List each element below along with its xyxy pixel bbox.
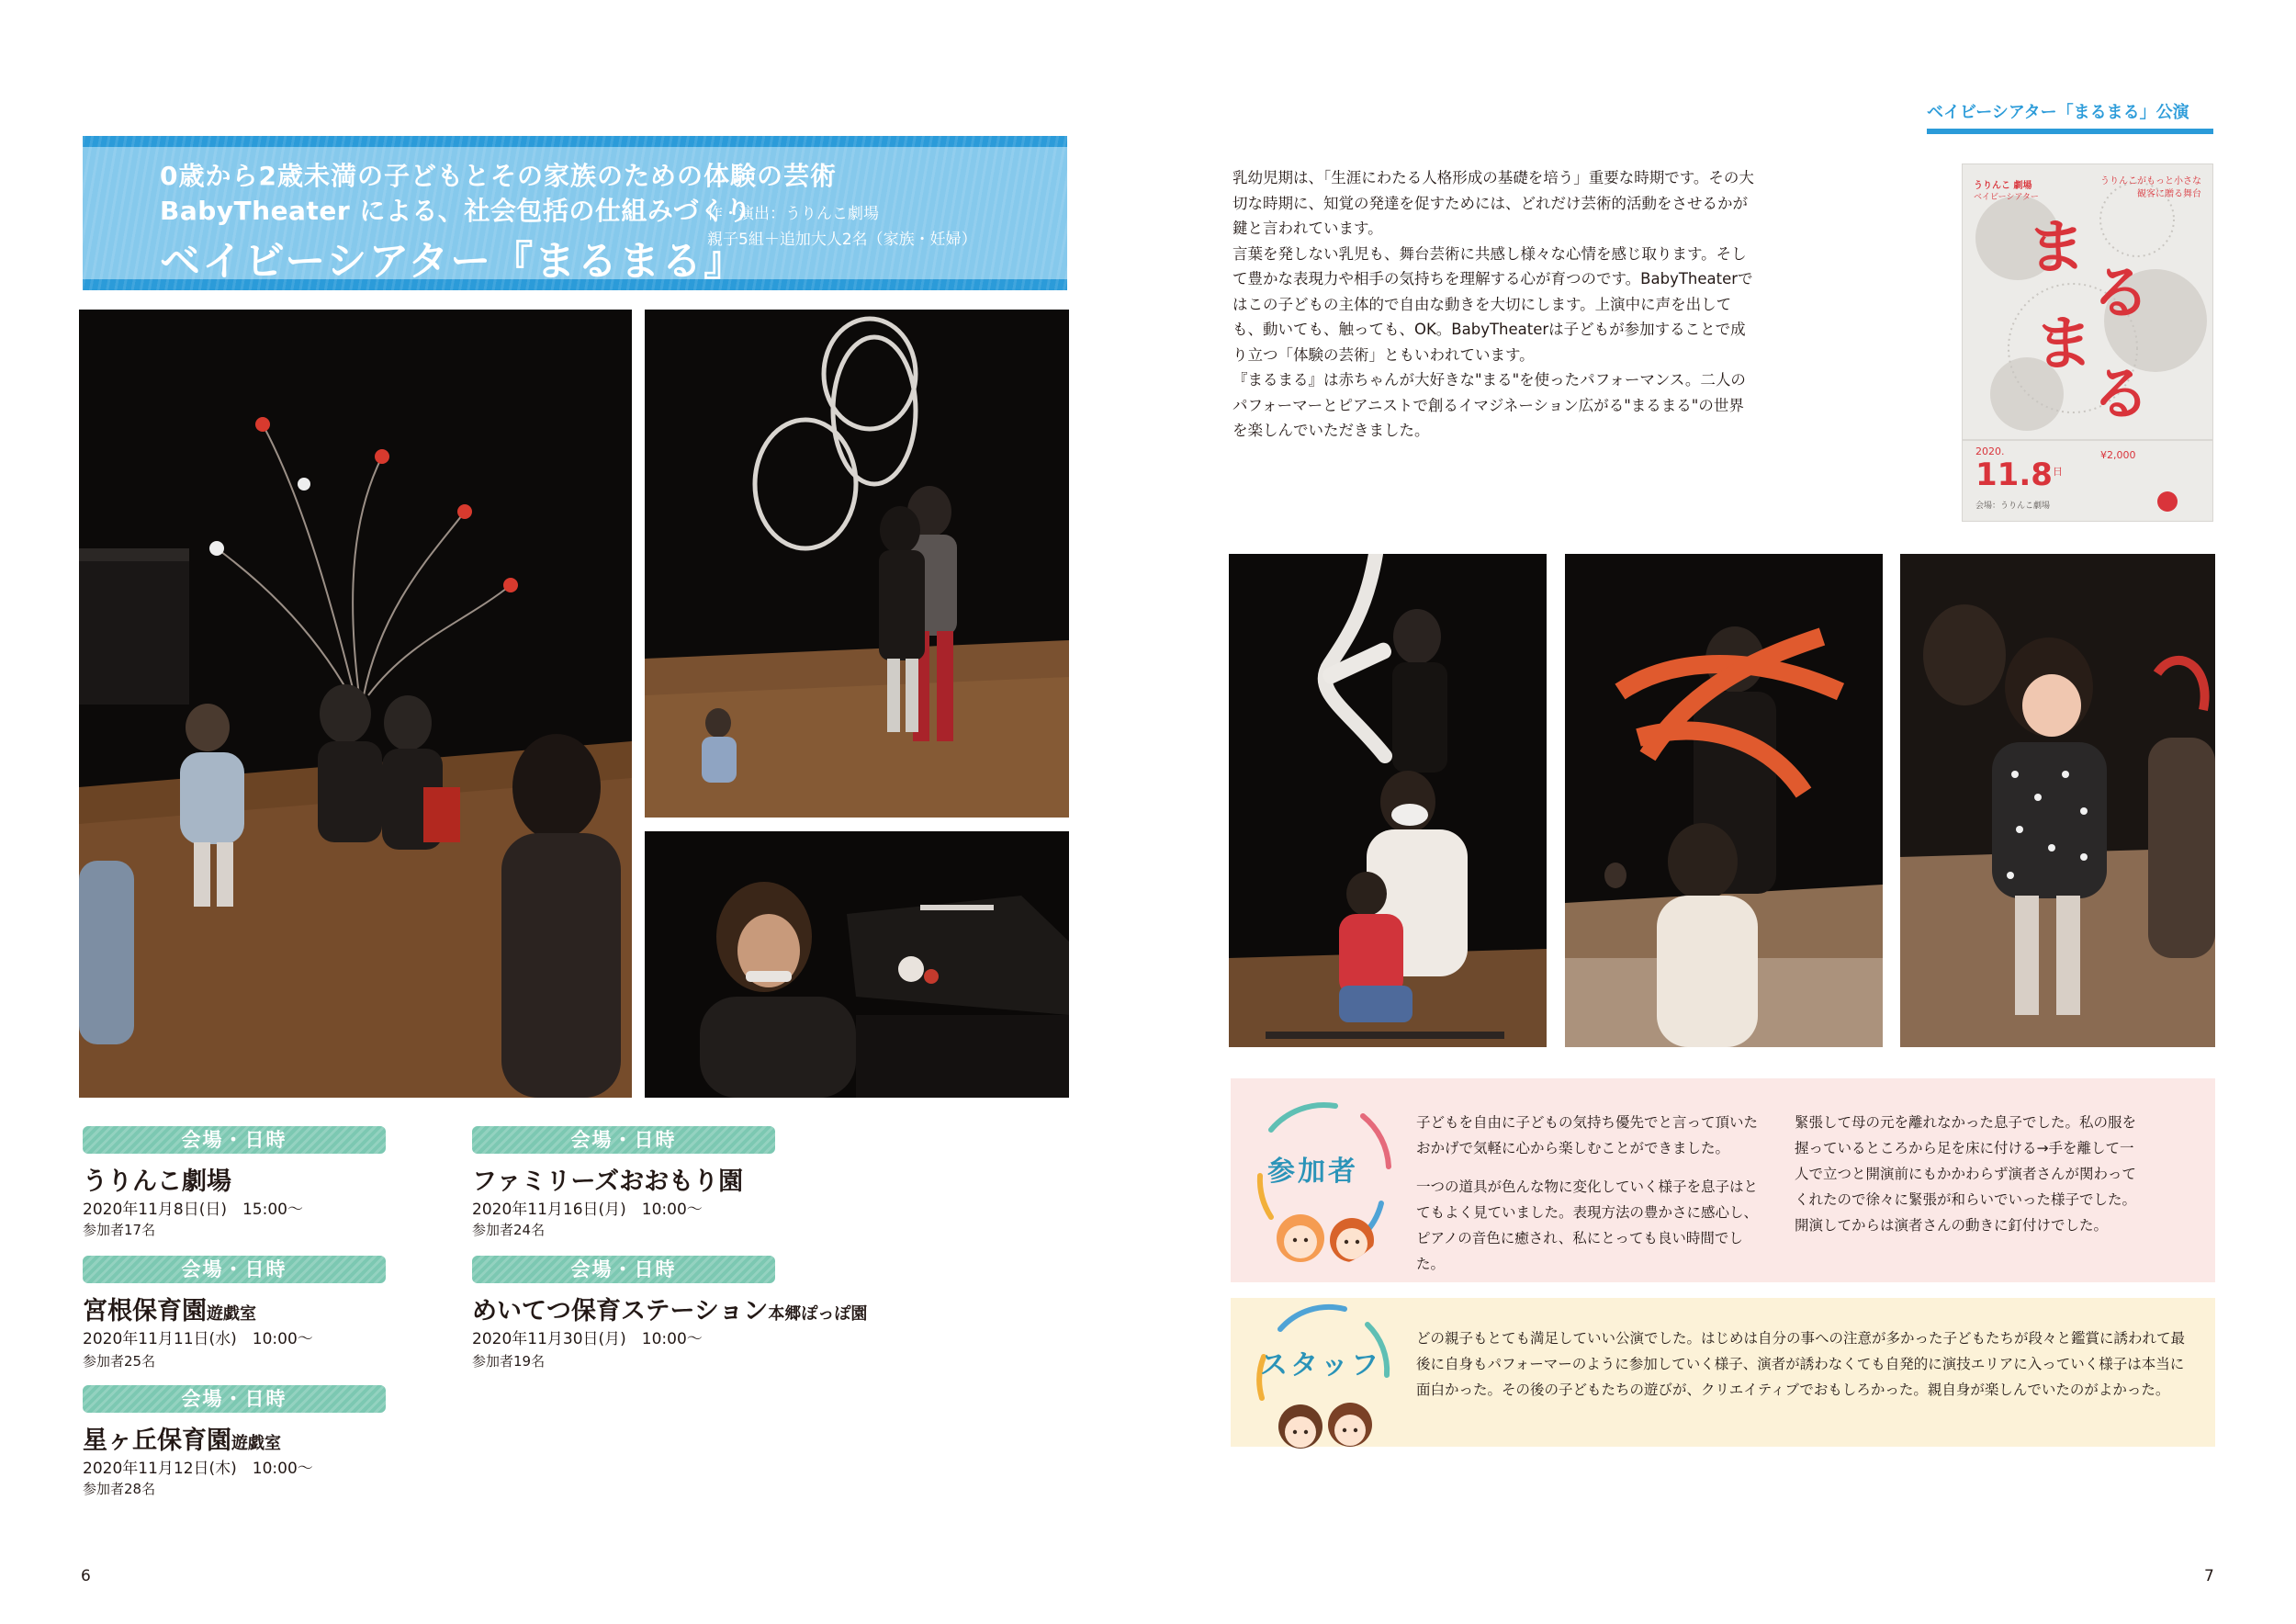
venue-name: めいてつ保育ステーション本郷ぽっぽ園 xyxy=(472,1297,868,1325)
flyer-weekday: 日 xyxy=(2053,466,2063,478)
venue-participants: 参加者25名 xyxy=(83,1353,156,1370)
running-head: ベイビーシアター「まるまる」公演 xyxy=(1927,103,2189,122)
participant-comment-column xyxy=(1795,1110,2144,1251)
page-title: ベイビーシアター『まるまる』 xyxy=(160,238,747,285)
venue-date: 2020年11月12日(木) 10:00〜 xyxy=(83,1460,313,1478)
venue-tag: 会場・日時 xyxy=(83,1126,386,1154)
flyer-year: 2020. xyxy=(1975,445,2005,457)
venue-participants: 参加者24名 xyxy=(472,1222,546,1238)
event-flyer xyxy=(1962,164,2213,522)
venue-participants: 参加者19名 xyxy=(472,1353,546,1370)
participant-comment: 一つの道具が色んな物に変化していく様子を息子はとてもよく見ていました。表現方法の豊かさに感心し、ピアノの音色に癒され、私にとっても良い時間でした。 xyxy=(1416,1179,1759,1272)
flyer-logo: うりんこ 劇場 xyxy=(1974,181,2032,191)
venue-tag: 会場・日時 xyxy=(83,1256,386,1283)
venue-name: ファミリーズおおもり園 xyxy=(472,1167,744,1196)
venue-date: 2020年11月30日(月) 10:00〜 xyxy=(472,1330,703,1348)
tube-performance-photo xyxy=(1229,554,1547,1047)
venue-name: 宮根保育園遊戯室 xyxy=(83,1297,256,1325)
page-number-right: 7 xyxy=(2204,1567,2214,1585)
banner-subtitle-1: 0歳から2歳未満の子どもとその家族のための体験の芸術 xyxy=(160,161,837,191)
venue-date: 2020年11月11日(水) 10:00〜 xyxy=(83,1330,313,1348)
banner-capacity: 親子5組＋追加大人2名（家族・妊婦） xyxy=(707,231,977,249)
staff-comments xyxy=(1231,1298,2215,1447)
participant-comments xyxy=(1231,1078,2215,1282)
page-number-left: 6 xyxy=(81,1567,91,1585)
participant-comment: 子どもを自由に子どもの気持ち優先でと言って頂いたおかげで気軽に心から楽しむことができました。 xyxy=(1416,1114,1759,1156)
running-head-rule xyxy=(1927,129,2213,134)
stage-performance-photo xyxy=(79,310,632,1098)
intro-paragraph: 言葉を発しない乳児も、舞台芸術に共感し様々な心情を感じ取ります。そして豊かな表現力や相手の気持ちを理解する心が育つのです。BabyTheaterではこの子どもの主体的で自由な動きを大切にします。上演中に声を出しても、動いても、触っても、OK。BabyTheaterは子どもが参加することで成り立つ「体験の芸術」ともいわれています。 xyxy=(1232,244,1753,364)
staff-label: スタッフ xyxy=(1260,1349,1381,1382)
flyer-title-char: ま xyxy=(2027,214,2086,282)
title-banner xyxy=(83,136,1067,290)
venue-tag: 会場・日時 xyxy=(472,1126,775,1154)
participant-comment: 緊張して母の元を離れなかった息子でした。私の服を握っているところから足を床に付ける→手を離して一人で立つと開演前にもかかわらず演者さんが関わってくれたので徐々に緊張が和らいでいった様子でした。開演してからは演者さんの動きに釘付けでした。 xyxy=(1795,1114,2137,1234)
flyer-catch: うりんこがもっと小さな観客に贈る舞台 xyxy=(2100,176,2201,199)
flyer-price: ¥2,000 xyxy=(2100,449,2136,461)
intro-paragraph: 『まるまる』は赤ちゃんが大好きな"まる"を使ったパフォーマンス。二人のパフォーマーとピアニストで創るイマジネーション広がる"まるまる"の世界を楽しんでいただきました。 xyxy=(1232,371,1746,439)
flyer-venue: 会場：うりんこ劇場 xyxy=(1975,502,2051,511)
flyer-title-char: ま xyxy=(2034,310,2093,378)
flyer-subtitle: ベイビーシアター xyxy=(1974,193,2039,202)
pianist-photo xyxy=(645,831,1069,1098)
flyer-date: 11.8 xyxy=(1975,457,2053,493)
venue-name: 星ヶ丘保育園遊戯室 xyxy=(83,1427,281,1455)
flyer-title-char: る xyxy=(2091,361,2150,429)
venue-date: 2020年11月16日(月) 10:00〜 xyxy=(472,1201,703,1219)
flyer-title-char: る xyxy=(2091,260,2150,328)
venue-tag: 会場・日時 xyxy=(83,1385,386,1413)
participant-label: 参加者 xyxy=(1267,1156,1358,1188)
banner-subtitle-2: BabyTheater による、社会包括の仕組みづくり xyxy=(160,196,752,226)
intro-paragraph: 乳幼児期は、「生涯にわたる人格形成の基礎を培う」重要な時期です。その大切な時期に、知覚の発達を促すためには、どれだけ芸術的活動をさせるかが鍵と言われています。 xyxy=(1232,169,1754,237)
banner-credit: 作・演出：うりんこ劇場 xyxy=(707,205,879,223)
venue-participants: 参加者28名 xyxy=(83,1481,156,1497)
venue-tag: 会場・日時 xyxy=(472,1256,775,1283)
orange-tube-photo xyxy=(1565,554,1883,1047)
venue-name: うりんこ劇場 xyxy=(83,1167,231,1196)
hoop-performance-photo xyxy=(645,310,1069,818)
staff-comment: どの親子もとても満足していい公演でした。はじめは自分の事への注意が多かった子どもたちが段々と鑑賞に誘われて最後に自身もパフォーマーのように参加していく様子、演者が誘わなくても自発的に演技エリアに入っていく様子は本当に面白かった。その後の子どもたちの遊びが、クリエイティブでおもしろかった。親自身が楽しんでいたのがよかった。 xyxy=(1416,1330,2186,1398)
participant-comment-column xyxy=(1416,1110,1765,1290)
venue-participants: 参加者17名 xyxy=(83,1222,156,1238)
intro-text xyxy=(1232,165,1756,444)
flyer-logo-mark xyxy=(2157,491,2178,512)
venue-date: 2020年11月8日(日) 15:00〜 xyxy=(83,1201,303,1219)
toddler-photo xyxy=(1900,554,2215,1047)
